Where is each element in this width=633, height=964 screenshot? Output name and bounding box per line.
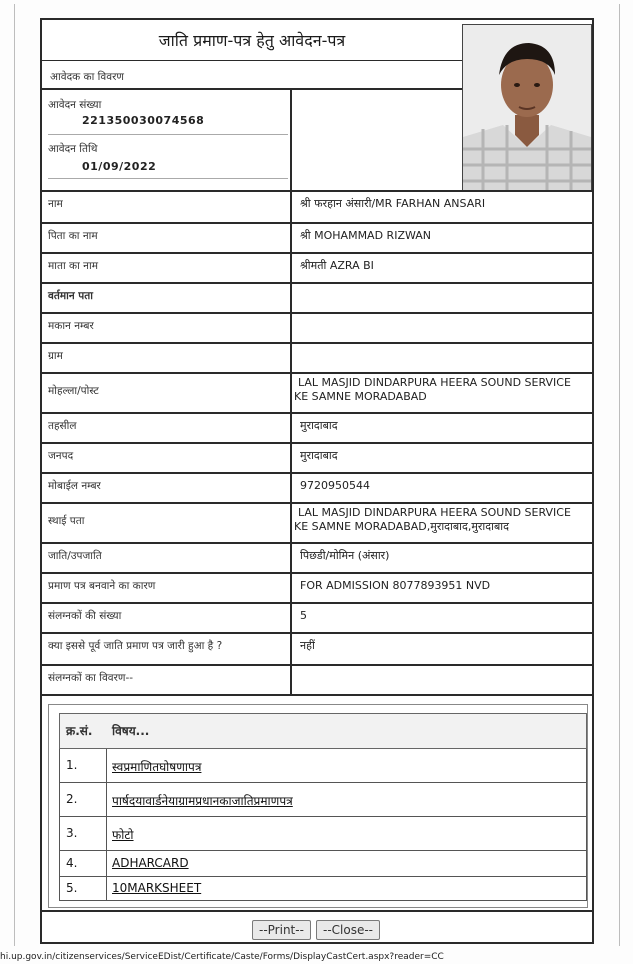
- field-label: मोबाईल नम्बर: [48, 480, 101, 492]
- column-divider: [290, 252, 292, 282]
- attachments-panel: [48, 704, 588, 908]
- attachment-row: [59, 783, 587, 817]
- row-divider: [42, 222, 594, 224]
- attachment-row: [59, 877, 587, 901]
- attachment-row: [59, 749, 587, 783]
- row-divider: [42, 632, 594, 634]
- row-divider: [42, 442, 594, 444]
- field-value: LAL MASJID DINDARPURA HEERA SOUND SERVICE: [298, 376, 571, 389]
- divider: [48, 134, 288, 135]
- column-divider: [290, 602, 292, 632]
- form-title: जाति प्रमाण-पत्र हेतु आवेदन-पत्र: [42, 20, 462, 61]
- attachment-number: 2.: [66, 792, 78, 806]
- attachment-link[interactable]: 10MARKSHEET: [112, 881, 202, 895]
- column-divider: [290, 442, 292, 472]
- attachment-link[interactable]: फोटो: [112, 828, 134, 842]
- section-header: आवेदक का विवरण: [50, 71, 124, 83]
- field-value: श्री MOHAMMAD RIZWAN: [300, 229, 432, 242]
- field-label: जाति/उपजाति: [48, 550, 102, 562]
- application-number-label: आवेदन संख्या: [48, 99, 102, 111]
- row-divider: [42, 542, 594, 544]
- field-value: 9720950544: [300, 479, 370, 492]
- column-divider: [106, 817, 107, 850]
- application-date-value: 01/09/2022: [82, 160, 157, 173]
- close-button[interactable]: --Close--: [316, 920, 380, 940]
- field-label: ग्राम: [48, 350, 63, 362]
- application-number-value: 221350030074568: [82, 114, 205, 127]
- row-divider: [42, 472, 594, 474]
- field-label: नाम: [48, 198, 63, 210]
- column-divider: [106, 783, 107, 816]
- field-value: FOR ADMISSION 8077893951 NVD: [300, 579, 491, 592]
- row-divider: [42, 502, 594, 504]
- attachment-number: 5.: [66, 881, 78, 895]
- attachment-row: [59, 817, 587, 851]
- column-divider: [290, 312, 292, 342]
- divider: [290, 90, 292, 190]
- field-label: जनपद: [48, 450, 74, 462]
- column-divider: [290, 502, 292, 542]
- divider: [48, 178, 288, 179]
- attachment-number: 4.: [66, 856, 78, 870]
- subject-column-header: विषय...: [112, 724, 150, 738]
- column-divider: [290, 342, 292, 372]
- field-value-line2: KE SAMNE MORADABAD,मुरादाबाद,मुरादाबाद: [294, 520, 509, 533]
- field-value-line2: KE SAMNE MORADABAD: [294, 390, 427, 403]
- divider: [42, 88, 462, 90]
- serial-column-header: क्र.सं.: [66, 724, 93, 738]
- row-divider: [42, 312, 594, 314]
- attachment-row: [59, 851, 587, 877]
- column-divider: [290, 572, 292, 602]
- column-divider: [290, 542, 292, 572]
- attachment-link[interactable]: पार्षदयावार्डनेयाग्रामप्रधानकाजातिप्रमाणपत्र: [112, 794, 293, 808]
- column-divider: [290, 632, 292, 664]
- field-value: LAL MASJID DINDARPURA HEERA SOUND SERVICE: [298, 506, 571, 519]
- attachment-number: 3.: [66, 826, 78, 840]
- row-divider: [42, 372, 594, 374]
- field-label: माता का नाम: [48, 260, 98, 272]
- column-divider: [290, 372, 292, 412]
- attachment-link[interactable]: स्वप्रमाणितघोषणापत्र: [112, 760, 202, 774]
- button-bar: [40, 910, 594, 946]
- applicant-photo: [462, 24, 592, 192]
- field-label: तहसील: [48, 420, 77, 432]
- row-divider: [42, 342, 594, 344]
- field-label: स्थाई पता: [48, 515, 85, 527]
- divider: [42, 190, 594, 192]
- field-value: मुरादाबाद: [300, 449, 338, 462]
- row-divider: [42, 252, 594, 254]
- field-label: संलग्नकों की संख्या: [48, 610, 122, 622]
- print-button[interactable]: --Print--: [252, 920, 311, 940]
- attachments-header: [59, 713, 587, 749]
- field-label: मोहल्ला/पोस्ट: [48, 385, 99, 397]
- column-divider: [290, 412, 292, 442]
- column-divider: [106, 749, 107, 782]
- field-label: वर्तमान पता: [48, 290, 93, 302]
- field-value: मुरादाबाद: [300, 419, 338, 432]
- row-divider: [42, 602, 594, 604]
- field-label: संलग्नकों का विवरण--: [48, 672, 134, 684]
- field-label: पिता का नाम: [48, 230, 98, 242]
- row-divider: [42, 282, 594, 284]
- field-value: 5: [300, 609, 307, 622]
- field-value: श्री फरहान अंसारी/MR FARHAN ANSARI: [300, 197, 486, 210]
- field-label: प्रमाण पत्र बनवाने का कारण: [48, 580, 156, 592]
- column-divider: [290, 282, 292, 312]
- application-form: [40, 18, 594, 944]
- field-value: नहीं: [300, 639, 315, 652]
- row-divider: [42, 694, 594, 696]
- column-divider: [290, 222, 292, 252]
- footer-url: hi.up.gov.in/citizenservices/ServiceEDist/Certificate/Caste/Forms/DisplayCastCert.aspx?reader=CC: [0, 952, 444, 962]
- column-divider: [290, 190, 292, 222]
- attachment-number: 1.: [66, 758, 78, 772]
- row-divider: [42, 664, 594, 666]
- field-label: मकान नम्बर: [48, 320, 94, 332]
- field-label: क्या इससे पूर्व जाति प्रमाण पत्र जारी हुआ है ?: [48, 640, 223, 652]
- column-divider: [290, 472, 292, 502]
- row-divider: [42, 572, 594, 574]
- column-divider: [106, 877, 107, 900]
- row-divider: [42, 412, 594, 414]
- attachment-link[interactable]: ADHARCARD: [112, 856, 189, 870]
- column-divider: [106, 851, 107, 876]
- column-divider: [290, 664, 292, 694]
- field-value: श्रीमती AZRA BI: [300, 259, 374, 272]
- application-date-label: आवेदन तिथि: [48, 143, 98, 155]
- field-value: पिछडी/मोमिन (अंसार): [300, 549, 390, 562]
